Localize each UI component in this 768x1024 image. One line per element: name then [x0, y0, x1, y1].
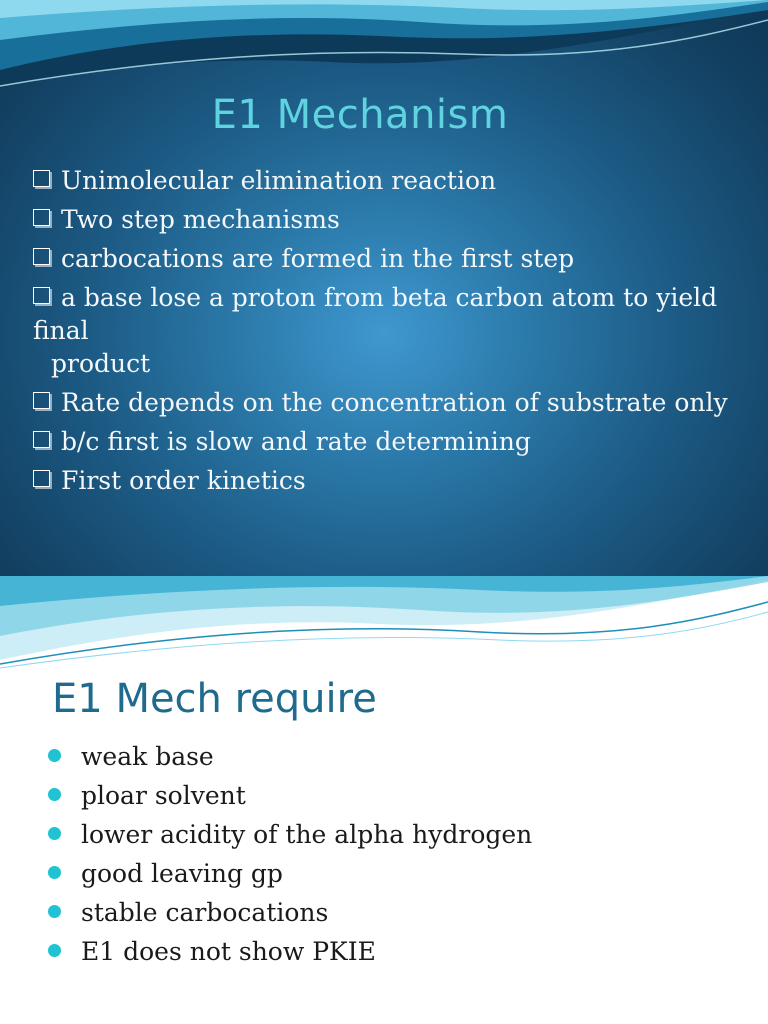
bullet-text: Two step mechanisms: [61, 205, 340, 234]
slide-title: E1 Mech require: [52, 676, 377, 722]
list-item: [48, 896, 532, 929]
bullet-text: ploar solvent: [81, 781, 246, 810]
hollow-square-bullet-icon: [33, 431, 50, 448]
bullet-continuation: product: [51, 349, 151, 378]
hollow-square-bullet-icon: [33, 392, 50, 409]
list-item: [48, 857, 532, 890]
list-item: [33, 425, 745, 458]
filled-circle-bullet-icon: [48, 788, 61, 801]
hollow-square-bullet-icon: [33, 287, 50, 304]
list-item: [33, 203, 745, 236]
filled-circle-bullet-icon: [48, 905, 61, 918]
list-item: [48, 818, 532, 851]
bullet-text: First order kinetics: [61, 466, 306, 495]
filled-circle-bullet-icon: [48, 944, 61, 957]
list-item: [48, 779, 532, 812]
bullet-text: stable carbocations: [81, 898, 329, 927]
bullet-text: good leaving gp: [81, 859, 283, 888]
bullet-text: b/c first is slow and rate determining: [61, 427, 531, 456]
list-item: [33, 464, 745, 497]
hollow-square-bullet-icon: [33, 170, 50, 187]
bullet-list: [48, 740, 532, 974]
list-item: [48, 740, 532, 773]
filled-circle-bullet-icon: [48, 827, 61, 840]
bullet-text: E1 does not show PKIE: [81, 937, 376, 966]
bullet-list: [33, 164, 745, 503]
filled-circle-bullet-icon: [48, 866, 61, 879]
bullet-text: lower acidity of the alpha hydrogen: [81, 820, 533, 849]
hollow-square-bullet-icon: [33, 248, 50, 265]
bullet-text: Rate depends on the concentration of substrate only: [61, 388, 728, 417]
slide-e1-mech-require: [0, 576, 768, 1024]
list-item: [33, 164, 745, 197]
bullet-text: weak base: [81, 742, 214, 771]
list-item: [33, 386, 745, 419]
filled-circle-bullet-icon: [48, 749, 61, 762]
bullet-text: Unimolecular elimination reaction: [61, 166, 497, 195]
hollow-square-bullet-icon: [33, 470, 50, 487]
list-item: [48, 935, 532, 968]
bullet-text: carbocations are formed in the first step: [61, 244, 575, 273]
wave-decoration: [0, 576, 768, 676]
bullet-text: a base lose a proton from beta carbon atom to yield final: [33, 283, 718, 345]
list-item: [33, 242, 745, 275]
hollow-square-bullet-icon: [33, 209, 50, 226]
wave-decoration: [0, 0, 768, 100]
list-item: [33, 281, 745, 380]
slide-title: E1 Mechanism: [211, 92, 509, 138]
